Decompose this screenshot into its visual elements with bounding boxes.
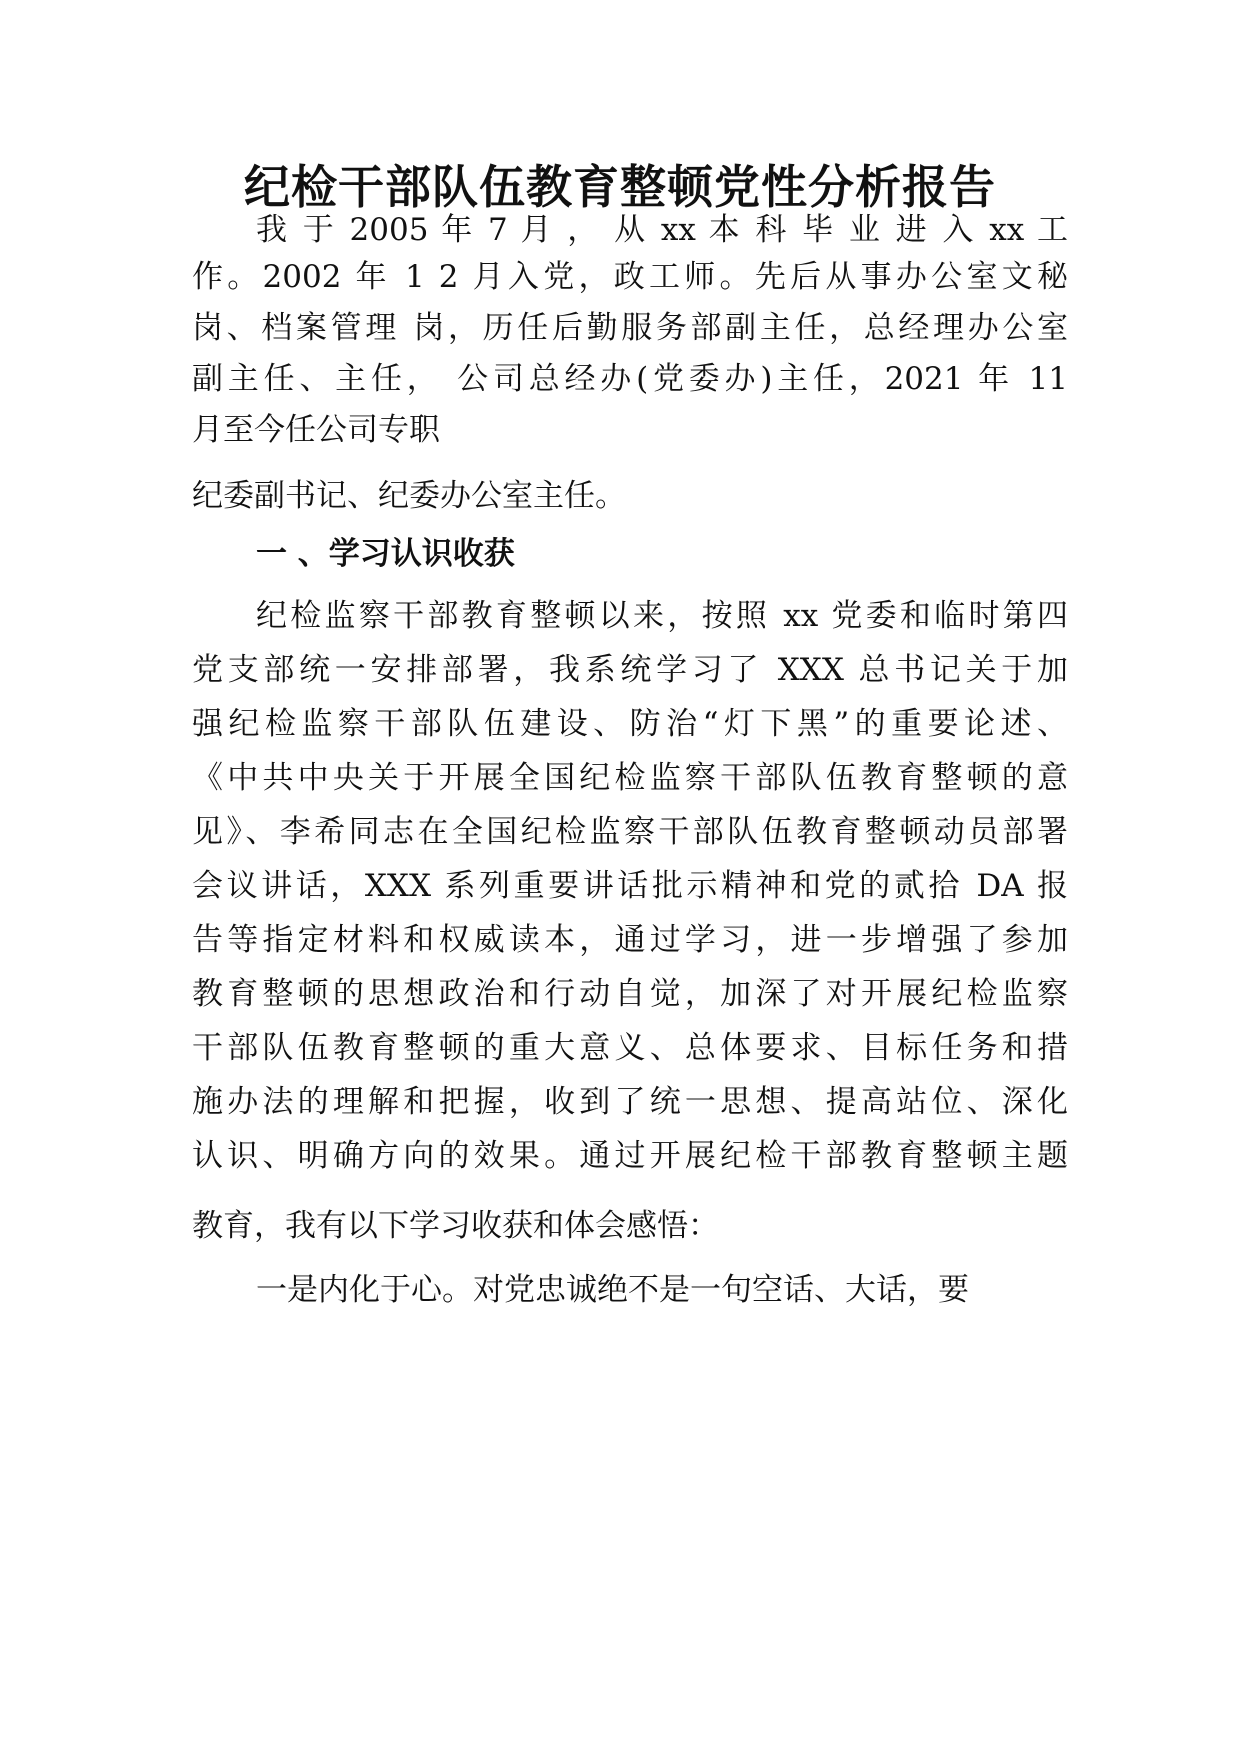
intro-line-5: 月至今任公司专职: [192, 412, 440, 448]
body-line-10: 施办法的理解和把握，收到了统一思想、提高站位、深化: [192, 1084, 1068, 1120]
body-line-3: 强纪检监察干部队伍建设、防治“灯下黑”的重要论述、: [192, 706, 1068, 742]
intro-line-1: 我 于 2005 年 7 月 ， 从 xx 本 科 毕 业 进 入 xx 工: [256, 212, 1068, 248]
body-line-12: 教育，我有以下学习收获和体会感悟：: [192, 1208, 719, 1244]
intro-line-6: 纪委副书记、纪委办公室主任。: [192, 478, 626, 514]
body-line-4: 《中共中央关于开展全国纪检监察干部队伍教育整顿的意: [192, 760, 1068, 796]
point-1-line: 一是内化于心。对党忠诚绝不是一句空话、大话，要: [256, 1272, 969, 1308]
intro-line-4: 副主任、主任， 公司总经办(党委办)主任，2021 年 11: [192, 361, 1068, 397]
section-heading: 一 、学习认识收获: [256, 536, 515, 572]
body-line-9: 干部队伍教育整顿的重大意义、总体要求、目标任务和措: [192, 1030, 1068, 1066]
body-line-8: 教育整顿的思想政治和行动自觉，加深了对开展纪检监察: [192, 976, 1068, 1012]
intro-line-3: 岗、档案管理 岗，历任后勤服务部副主任，总经理办公室: [192, 310, 1068, 346]
body-line-6: 会议讲话，XXX 系列重要讲话批示精神和党的贰拾 DA 报: [192, 868, 1068, 904]
body-line-2: 党支部统一安排部署，我系统学习了 XXX 总书记关于加: [192, 652, 1068, 688]
body-line-11: 认识、明确方向的效果。通过开展纪检干部教育整顿主题: [192, 1138, 1068, 1174]
document-title: 纪检干部队伍教育整顿党性分析报告: [244, 160, 996, 214]
body-line-7: 告等指定材料和权威读本，通过学习，进一步增强了参加: [192, 922, 1068, 958]
body-line-1: 纪检监察干部教育整顿以来，按照 xx 党委和临时第四: [256, 598, 1068, 634]
body-line-5: 见》、李希同志在全国纪检监察干部队伍教育整顿动员部署: [192, 814, 1068, 850]
intro-line-2: 作。2002 年 1 2 月入党，政工师。先后从事办公室文秘: [192, 259, 1068, 295]
